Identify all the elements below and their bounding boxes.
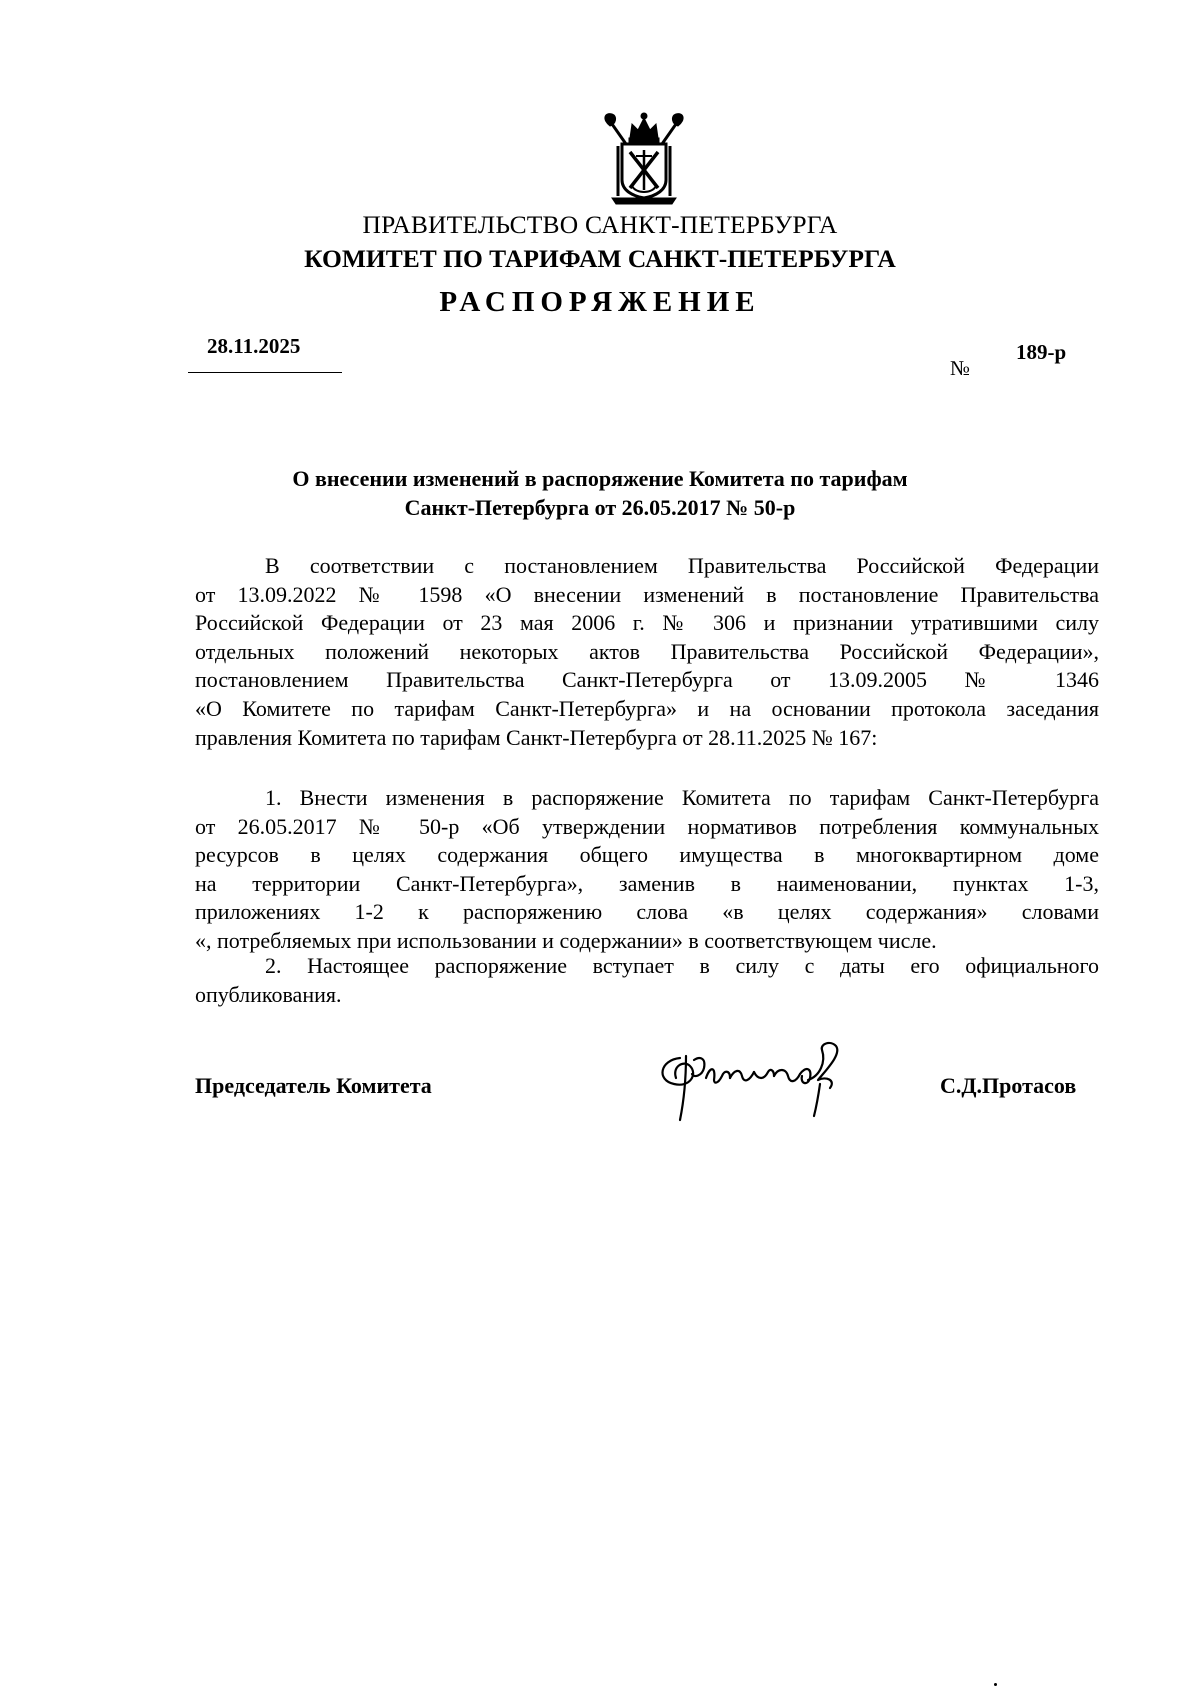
document-date: 28.11.2025: [207, 334, 301, 358]
signer-name: С.Д.Протасов: [940, 1073, 1077, 1098]
paragraph-line: 2. Настоящее распоряжение вступает в силу с даты его официального: [265, 953, 1099, 978]
signer-title: Председатель Комитета: [195, 1073, 432, 1098]
paragraph-line: Российской Федерации от 23 мая 2006 г. № 306 и признании утратившими силу: [195, 610, 1099, 636]
paragraph-line: правления Комитета по тарифам Санкт-Петербурга от 28.11.2025 № 167:: [195, 724, 878, 750]
paragraph-line: 1. Внести изменения в распоряжение Комитета по тарифам Санкт-Петербурга: [265, 785, 1099, 810]
date-underline: [188, 372, 342, 373]
subject-line: О внесении изменений в распоряжение Комитета по тарифам: [292, 466, 908, 491]
paragraph-line: на территории Санкт-Петербурга», заменив в наименовании, пунктах 1-3,: [195, 870, 1099, 896]
paragraph-line: приложениях 1-2 к распоряжению слова «в целях содержания» словами: [195, 899, 1099, 925]
number-sign: №: [950, 356, 971, 380]
paragraph-line: В соответствии с постановлением Правительства Российской Федерации: [265, 553, 1099, 578]
paragraph-line: «О Комитете по тарифам Санкт-Петербурга» и на основании протокола заседания: [195, 695, 1099, 721]
preamble-paragraph: [195, 552, 1099, 752]
paragraph-line: ресурсов в целях содержания общего имущества в многоквартирном доме: [195, 842, 1099, 868]
coat-of-arms-icon: [598, 110, 690, 206]
paragraph-line: опубликования.: [195, 981, 342, 1007]
document-number: 189-р: [1016, 340, 1067, 364]
subject-line: Санкт-Петербурга от 26.05.2017 № 50-р: [404, 495, 796, 520]
document-type: РАСПОРЯЖЕНИЕ: [439, 286, 761, 318]
item-2-paragraph: [195, 952, 1099, 1009]
paragraph-line: постановлением Правительства Санкт-Петербурга от 13.09.2005 № 1346: [195, 667, 1099, 693]
government-name: ПРАВИТЕЛЬСТВО САНКТ-ПЕТЕРБУРГА: [362, 210, 838, 239]
committee-name: КОМИТЕТ ПО ТАРИФАМ САНКТ-ПЕТЕРБУРГА: [304, 244, 896, 273]
paragraph-line: от 26.05.2017 № 50-р «Об утверждении нормативов потребления коммунальных: [195, 813, 1099, 839]
paragraph-line: «, потребляемых при использовании и содержании» в соответствующем числе.: [195, 927, 937, 953]
item-1-paragraph: [195, 784, 1099, 956]
scan-speck: [994, 1683, 997, 1686]
paragraph-line: от 13.09.2022 № 1598 «О внесении изменений в постановление Правительства: [195, 581, 1099, 607]
handwritten-signature: [650, 1036, 900, 1126]
document-subject: [0, 464, 1200, 522]
paragraph-line: отдельных положений некоторых актов Правительства Российской Федерации»,: [195, 638, 1099, 664]
